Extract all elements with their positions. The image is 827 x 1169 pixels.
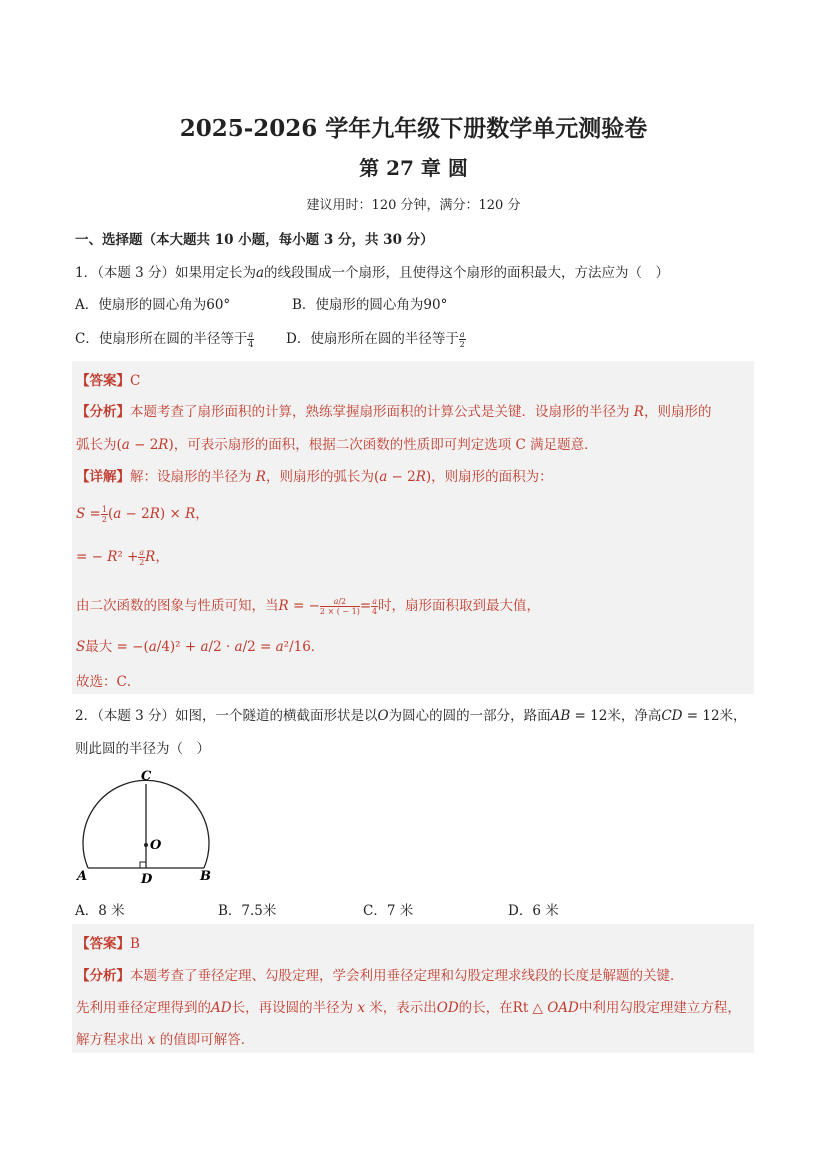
q1-equation-4: 𝑆最大 = −(𝑎/4)² + 𝑎/2 · 𝑎/2 = 𝑎²/16． xyxy=(76,639,325,655)
q1-stem: 1．（本题 3 分）如果用定长为𝑎的线段围成一个扇形，且使得这个扇形的面积最大，方法应为（ ） xyxy=(75,265,670,281)
frac-num: 𝑎 xyxy=(372,597,377,606)
q1-detail-line1 xyxy=(76,465,553,485)
q1-option-d xyxy=(286,327,466,349)
answer-value: C xyxy=(130,373,141,389)
section-heading: 一、选择题（本大题共 10 小题，每小题 3 分，共 30 分） xyxy=(75,232,434,248)
q2-analysis-line1 xyxy=(76,964,684,984)
answer-value: B xyxy=(130,936,140,952)
q2-answer xyxy=(76,932,140,952)
center-point xyxy=(144,843,148,847)
eq-part: = xyxy=(359,598,372,614)
right-angle-mark xyxy=(140,862,146,868)
eq-part: = − 𝑅² + xyxy=(76,549,139,565)
label-d: D xyxy=(141,872,153,887)
q1-option-a: A．使扇形的圆心角为60° xyxy=(75,297,231,313)
q2-stem-line1: 2．（本题 3 分）如图，一个隧道的横截面形状是以𝑂为圆心的圆的一部分，路面𝐴𝐵 = 12米，净高𝐶𝐷 = 12米， xyxy=(75,708,747,724)
detail-label: 【详解】 xyxy=(76,469,130,485)
eq-part: 𝑅， xyxy=(145,549,169,565)
eq-fraction xyxy=(101,505,108,524)
q1-option-c-text: C．使扇形所在圆的半径等于 xyxy=(75,331,248,347)
label-b: B xyxy=(200,869,211,884)
q1-option-c xyxy=(75,327,254,349)
frac-den: 4 xyxy=(372,607,378,616)
q1-equation-1 xyxy=(76,502,209,524)
frac-num: 𝑎 xyxy=(459,330,465,339)
q2-analysis-line2: 先利用垂径定理得到的𝐴𝐷长，再设圆的半径为 𝑥 米，表示出𝑂𝐷的长，在Rt △ 𝑂𝐴𝐷中利用勾股定理建立方程， xyxy=(76,1000,741,1016)
q1-option-b: B．使扇形的圆心角为90° xyxy=(292,297,448,313)
analysis-text: 本题考查了扇形面积的计算，熟练掌握扇形面积的计算公式是关键．设扇形的半径为 𝑅，则扇形的 xyxy=(130,404,712,420)
frac-den: 4 xyxy=(248,340,254,349)
exam-title: 2025-2026 学年九年级下册数学单元测验卷 xyxy=(179,115,648,142)
detail-text: 解：设扇形的半径为 𝑅，则扇形的弧长为(𝑎 − 2𝑅)，则扇形的面积为： xyxy=(130,469,553,485)
answer-label: 【答案】 xyxy=(76,373,130,389)
q2-analysis-line3: 解方程求出 𝑥 的值即可解答． xyxy=(76,1032,255,1048)
frac-num: 1 xyxy=(101,505,107,514)
q1-equation-2 xyxy=(76,545,169,567)
frac-den: 2 xyxy=(139,558,145,567)
q1-analysis-line1 xyxy=(76,400,711,420)
label-c: C xyxy=(141,769,152,784)
frac-den: 2 xyxy=(459,340,465,349)
q1-option-c-fraction xyxy=(247,330,254,349)
frac-num: 𝑎 xyxy=(248,330,254,339)
q1-analysis-line2: 弧长为(𝑎 − 2𝑅)，可表示扇形的面积，根据二次函数的性质即可判定选项 C 满足题意． xyxy=(76,437,598,453)
frac-den: 2 × ( − 1) xyxy=(319,607,360,616)
time-info: 建议用时：120 分钟，满分：120 分 xyxy=(306,198,521,213)
answer-label: 【答案】 xyxy=(76,936,130,952)
q2-option-d: D．6 米 xyxy=(508,903,559,919)
eq-fraction xyxy=(371,597,378,616)
q1-option-d-fraction xyxy=(459,330,466,349)
q1-conclusion: 故选：C． xyxy=(76,674,141,690)
q2-option-b: B．7.5米 xyxy=(218,903,277,919)
q1-answer xyxy=(76,369,140,389)
q2-solution-box xyxy=(72,924,754,1053)
analysis-label: 【分析】 xyxy=(76,404,130,420)
frac-den: 2 xyxy=(101,515,107,524)
tunnel-figure xyxy=(72,766,222,888)
q1-equation-3 xyxy=(76,594,540,616)
q1-solution-box xyxy=(72,361,754,694)
eq-part: 由二次函数的图象与性质可知，当𝑅 = − xyxy=(76,598,320,614)
eq-part: (𝑎 − 2𝑅) × 𝑅， xyxy=(107,506,209,522)
q2-option-c: C．7 米 xyxy=(363,903,414,919)
frac-num: 𝑎/2 xyxy=(320,597,360,607)
analysis-label: 【分析】 xyxy=(76,968,130,984)
eq-fraction xyxy=(320,597,360,616)
q2-stem-line2: 则此圆的半径为（ ） xyxy=(75,741,210,757)
eq-part: 𝑆 = xyxy=(76,506,101,522)
q2-option-a: A．8 米 xyxy=(75,903,125,919)
analysis-text: 本题考查了垂径定理、勾股定理，学会利用垂径定理和勾股定理求线段的长度是解题的关键． xyxy=(130,968,684,984)
eq-part: 时，扇形面积取到最大值， xyxy=(377,598,540,614)
label-a: A xyxy=(77,869,88,884)
q1-option-d-text: D．使扇形所在圆的半径等于 xyxy=(286,331,459,347)
label-o: O xyxy=(150,838,162,853)
chapter-title: 第 27 章 圆 xyxy=(359,156,468,180)
frac-num: 𝑎 xyxy=(139,548,145,557)
